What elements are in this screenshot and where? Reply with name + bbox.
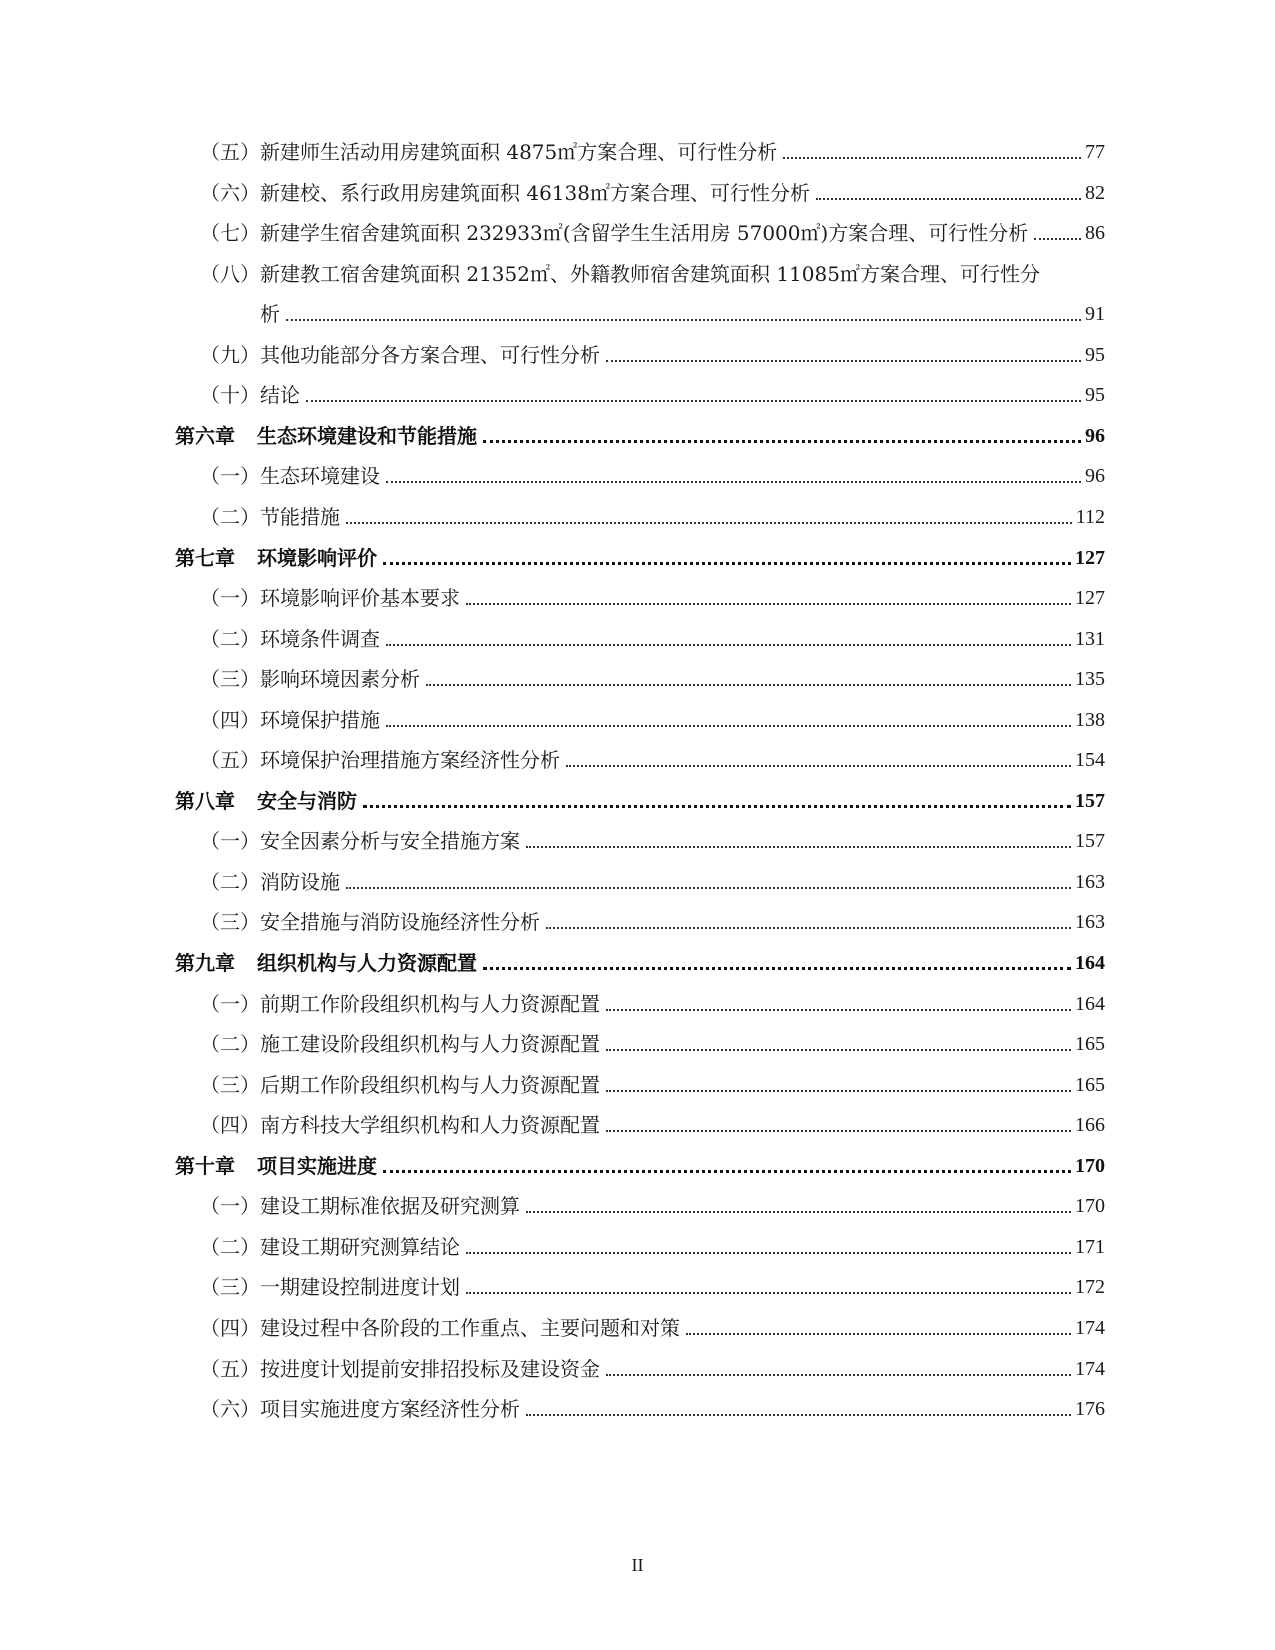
toc-chapter-entry[interactable] [175,942,1105,976]
toc-page-number: 154 [1075,749,1105,771]
toc-section-entry[interactable] [200,1307,1105,1341]
toc-dot-leader [526,1209,1071,1213]
toc-entry-label [175,788,357,814]
toc-page-number: 127 [1075,547,1105,569]
toc-page-number: 163 [1075,871,1105,893]
toc-dot-leader [526,1412,1071,1416]
toc-page-number: 174 [1075,1358,1105,1380]
toc-section-entry[interactable] [200,374,1105,408]
toc-entry-label: （一）建设工期标准依据及研究测算 [200,1194,520,1218]
toc-page-number: 170 [1075,1155,1105,1177]
toc-section-entry[interactable] [200,1348,1105,1382]
toc-page-number: 86 [1085,222,1105,244]
toc-dot-leader [483,438,1081,443]
toc-chapter-entry[interactable] [175,537,1105,571]
toc-dot-leader [606,1372,1071,1376]
toc-page-number: 157 [1075,830,1105,852]
toc-dot-leader [606,1007,1071,1011]
chapter-number: 第七章 [175,546,235,570]
toc-page-number: 157 [1075,790,1105,812]
toc-dot-leader [566,763,1071,767]
toc-dot-leader [606,1128,1071,1132]
toc-page-number: 135 [1075,668,1105,690]
toc-section-entry[interactable] [200,983,1105,1017]
toc-dot-leader [1034,236,1081,240]
toc-section-entry[interactable] [200,496,1105,530]
toc-section-entry[interactable] [200,334,1105,368]
toc-page-number: 127 [1075,587,1105,609]
toc-section-entry[interactable] [200,455,1105,489]
toc-page-number: 166 [1075,1114,1105,1136]
toc-entry-label: （十）结论 [200,383,300,407]
toc-section-entry[interactable] [200,212,1105,246]
toc-entry-label: （八）新建教工宿舍建筑面积 21352㎡、外籍教师宿舍建筑面积 11085㎡方案合理、可行性分 [200,262,1040,286]
toc-section-entry[interactable] [200,901,1105,935]
toc-page-number: 171 [1075,1236,1105,1258]
toc-entry-label: （二）环境条件调查 [200,627,380,651]
toc-page-number: 95 [1085,344,1105,366]
toc-entry-label: （六）新建校、系行政用房建筑面积 46138㎡方案合理、可行性分析 [200,181,810,205]
toc-section-entry[interactable] [260,293,1105,327]
toc-dot-leader [466,1290,1071,1294]
toc-entry-label: （三）安全措施与消防设施经济性分析 [200,910,540,934]
toc-page-number: 131 [1075,628,1105,650]
toc-entry-label: （一）前期工作阶段组织机构与人力资源配置 [200,992,600,1016]
toc-entry-label: （九）其他功能部分各方案合理、可行性分析 [200,343,600,367]
toc-page-number: 77 [1085,141,1105,163]
toc-dot-leader [383,1168,1071,1173]
chapter-title: 组织机构与人力资源配置 [257,951,477,975]
toc-section-entry[interactable] [200,577,1105,611]
toc-dot-leader [606,358,1081,362]
toc-section-entry[interactable] [200,1388,1105,1422]
toc-section-entry[interactable] [200,820,1105,854]
toc-dot-leader [606,1047,1071,1051]
toc-dot-leader [783,155,1081,159]
toc-dot-leader [346,520,1072,524]
toc-entry-label: （四）环境保护措施 [200,708,380,732]
toc-entry-label: （二）建设工期研究测算结论 [200,1235,460,1259]
toc-dot-leader [346,885,1071,889]
toc-dot-leader [386,642,1071,646]
toc-entry-label: （一）环境影响评价基本要求 [200,586,460,610]
toc-section-entry[interactable] [200,618,1105,652]
toc-section-entry[interactable] [200,739,1105,773]
toc-dot-leader [526,844,1071,848]
toc-page-number: 165 [1075,1074,1105,1096]
toc-entry-label: 析 [260,302,280,326]
chapter-title: 生态环境建设和节能措施 [257,424,477,448]
toc-chapter-entry[interactable] [175,415,1105,449]
toc-dot-leader [816,196,1081,200]
toc-entry-label: （一）生态环境建设 [200,464,380,488]
toc-dot-leader [686,1331,1071,1335]
toc-page-number: 91 [1085,303,1105,325]
chapter-title: 项目实施进度 [257,1154,377,1178]
toc-page-number: 176 [1075,1398,1105,1420]
toc-dot-leader [386,723,1071,727]
chapter-number: 第六章 [175,424,235,448]
toc-section-entry[interactable] [200,1226,1105,1260]
toc-entry-label [175,423,477,449]
toc-dot-leader [363,803,1071,808]
toc-page-number: 95 [1085,384,1105,406]
toc-entry-label: （三）后期工作阶段组织机构与人力资源配置 [200,1073,600,1097]
toc-section-entry[interactable] [200,1266,1105,1300]
toc-dot-leader [286,317,1081,321]
toc-dot-leader [546,925,1071,929]
toc-section-entry[interactable] [200,131,1105,165]
toc-chapter-entry[interactable] [175,780,1105,814]
toc-page-number: 112 [1075,506,1105,528]
toc-section-entry[interactable] [200,1104,1105,1138]
toc-dot-leader [426,682,1071,686]
toc-entry-label: （七）新建学生宿舍建筑面积 232933㎡(含留学生生活用房 57000㎡)方案合理、可行性分析 [200,221,1029,245]
toc-entry-label [175,950,477,976]
toc-dot-leader [483,965,1071,970]
chapter-number: 第九章 [175,951,235,975]
toc-dot-leader [306,398,1081,402]
toc-entry-label: （五）按进度计划提前安排招投标及建设资金 [200,1357,600,1381]
toc-entry-label: （二）施工建设阶段组织机构与人力资源配置 [200,1032,600,1056]
toc-section-entry[interactable] [200,253,1105,287]
page-number: II [631,1555,644,1575]
toc-entry-label: （三）影响环境因素分析 [200,667,420,691]
toc-page-number: 163 [1075,911,1105,933]
toc-dot-leader [606,1088,1071,1092]
toc-page-number: 96 [1085,465,1105,487]
toc-entry-label [175,1153,377,1179]
toc-entry-label: （六）项目实施进度方案经济性分析 [200,1397,520,1421]
toc-chapter-entry[interactable] [175,1145,1105,1179]
toc-page-number: 164 [1075,952,1105,974]
toc-page-number: 164 [1075,993,1105,1015]
toc-section-entry[interactable] [200,699,1105,733]
toc-dot-leader [383,560,1071,565]
toc-entry-label: （五）新建师生活动用房建筑面积 4875㎡方案合理、可行性分析 [200,140,778,164]
toc-entry-label: （五）环境保护治理措施方案经济性分析 [200,748,560,772]
toc-entry-label: （二）节能措施 [200,505,340,529]
toc-page-number: 96 [1085,425,1105,447]
toc-page-number: 172 [1075,1276,1105,1298]
toc-dot-leader [466,601,1071,605]
chapter-number: 第十章 [175,1154,235,1178]
toc-section-entry[interactable] [200,658,1105,692]
toc-section-entry[interactable] [200,1064,1105,1098]
toc-entry-label [175,545,377,571]
toc-dot-leader [386,479,1081,483]
toc-entry-label: （二）消防设施 [200,870,340,894]
toc-section-entry[interactable] [200,1023,1105,1057]
toc-dot-leader [466,1250,1071,1254]
chapter-title: 安全与消防 [257,789,357,813]
toc-section-entry[interactable] [200,172,1105,206]
toc-section-entry[interactable] [200,1185,1105,1219]
toc-page-number: 170 [1075,1195,1105,1217]
toc-page-number: 138 [1075,709,1105,731]
toc-page-number: 82 [1085,182,1105,204]
toc-page-number: 165 [1075,1033,1105,1055]
toc-section-entry[interactable] [200,861,1105,895]
toc-entry-label: （四）南方科技大学组织机构和人力资源配置 [200,1113,600,1137]
chapter-number: 第八章 [175,789,235,813]
toc-entry-label: （三）一期建设控制进度计划 [200,1275,460,1299]
toc-entry-label: （一）安全因素分析与安全措施方案 [200,829,520,853]
toc-page-number: 174 [1075,1317,1105,1339]
toc-entry-label: （四）建设过程中各阶段的工作重点、主要问题和对策 [200,1316,680,1340]
chapter-title: 环境影响评价 [257,546,377,570]
